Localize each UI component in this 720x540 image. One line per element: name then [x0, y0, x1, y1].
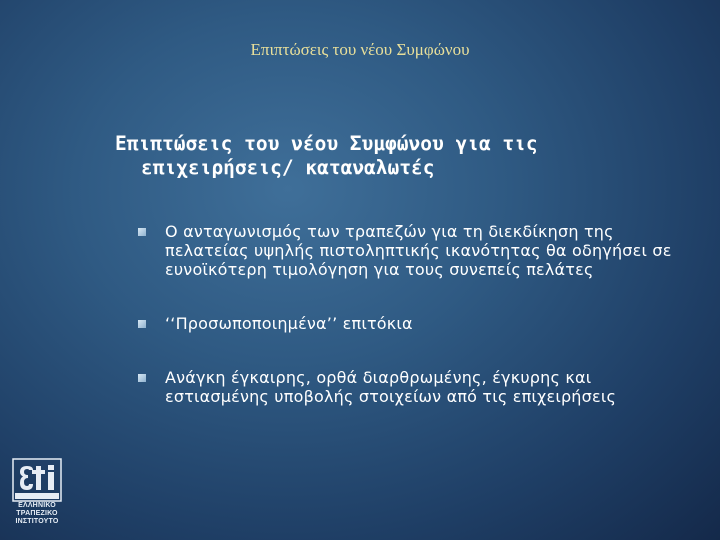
- main-heading-line-2: επιχειρήσεις/ καταναλωτές: [141, 156, 435, 179]
- bullet-list: [138, 222, 698, 406]
- bullet-text: ‘‘Προσωποποιημένα’’ επιτόκια: [165, 314, 413, 333]
- eti-logo-mark-icon: [12, 458, 62, 502]
- eti-logo: [8, 458, 66, 540]
- main-heading: [115, 132, 675, 180]
- bullet-item: [138, 222, 698, 279]
- slide-header-title: Επιπτώσεις του νέου Συμφώνου: [250, 40, 470, 59]
- square-bullet-icon: [138, 320, 146, 328]
- square-bullet-icon: [138, 374, 146, 382]
- main-heading-line-1: Επιπτώσεις του νέου Συμφώνου για τις: [115, 132, 538, 155]
- bullet-item: [138, 314, 698, 333]
- logo-text-line-3: ΙΝΣΤΙΤΟΥΤΟ: [15, 518, 59, 525]
- square-bullet-icon: [138, 228, 146, 236]
- bullet-text: Ανάγκη έγκαιρης, ορθά διαρθρωμένης, έγκυρης και εστιασμένης υποβολής στοιχείων από τις επιχειρήσεις: [165, 368, 617, 406]
- bullet-item: [138, 368, 698, 406]
- logo-text-line-1: ΕΛΛΗΝΙΚΟ: [18, 502, 56, 509]
- bullet-text: Ο ανταγωνισμός των τραπεζών για τη διεκδίκηση της πελατείας υψηλής πιστοληπτικής ικανότητας θα οδηγήσει σε ευνοϊκότερη τιμολόγηση για τους συνεπείς πελάτες: [165, 222, 672, 279]
- logo-text-line-2: ΤΡΑΠΕΖΙΚΟ: [16, 510, 58, 517]
